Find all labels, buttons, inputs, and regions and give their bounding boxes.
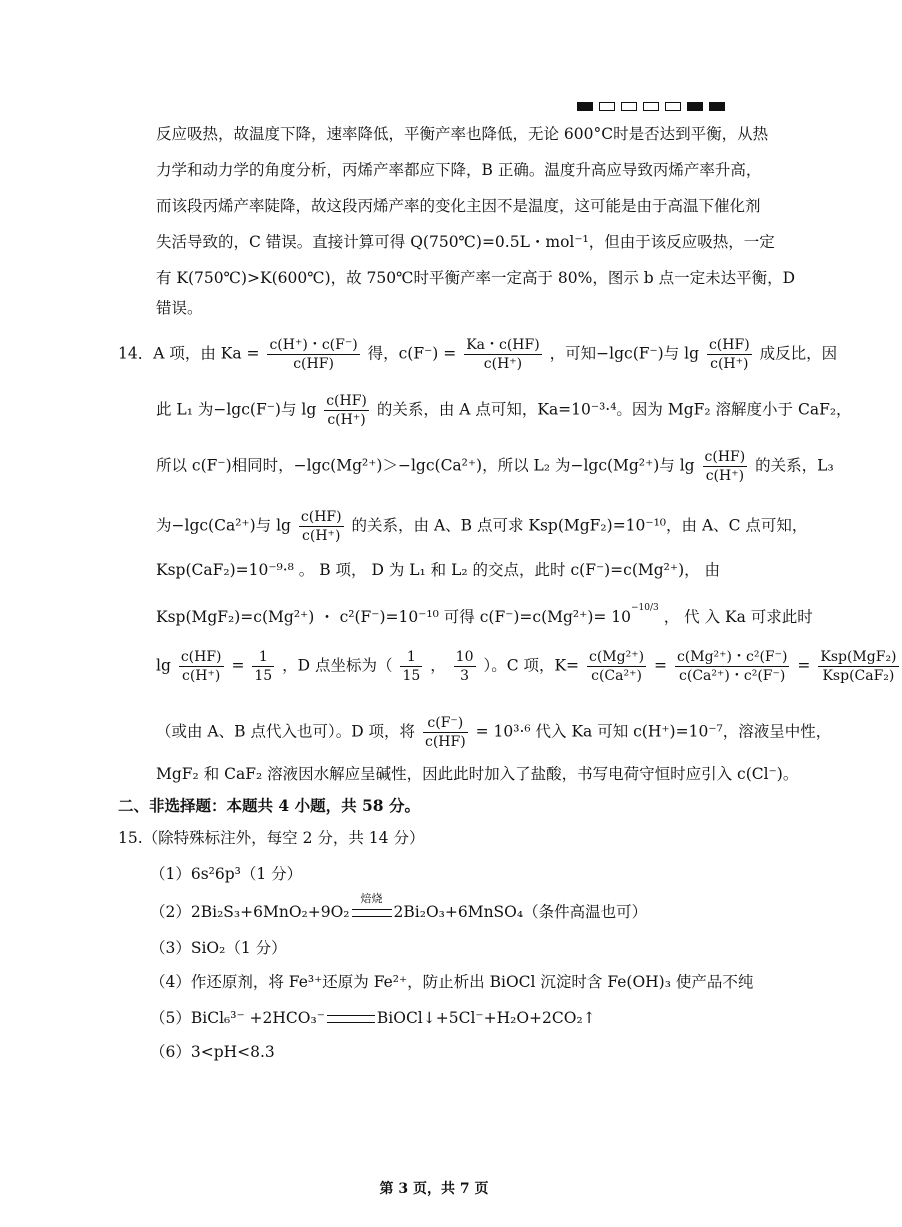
q14-text: 为−lgc(Ca²⁺)与 lg (156, 516, 291, 535)
numerator: c(H⁺)・c(F⁻) (269, 337, 358, 353)
q14-text: Ksp(MgF₂)=c(Mg²⁺) ・ c²(F⁻)=10⁻¹⁰ 可得 c(F⁻)=c(Mg²⁺)= 10 (156, 608, 632, 627)
denominator: 15 (254, 668, 273, 684)
denominator: c(H⁺) (302, 528, 341, 544)
header-mark (621, 102, 637, 111)
q15-answer: （4）作还原剂，将 Fe³⁺还原为 Fe²⁺，防止析出 BiOCl 沉淀时含 Fe(OH)₃ 使产品不纯 (150, 973, 754, 991)
q13-line: 有 K(750℃)>K(600℃)，故 750℃时平衡产率一定高于 80%，图示 b 点一定未达平衡，D (156, 269, 796, 287)
q14-text: 此 L₁ 为−lgc(F⁻)与 lg (156, 400, 317, 419)
equals-arrow (327, 1009, 375, 1023)
reaction-condition: 焙烧 (360, 892, 383, 905)
q14-text: 的关系，由 A 点可知，Ka=10⁻³·⁴。因为 MgF₂ 溶解度小于 CaF₂， (376, 400, 852, 419)
equation-right: BiOCl↓+5Cl⁻+H₂O+2CO₂↑ (376, 1009, 596, 1027)
q15-title: 15.（除特殊标注外，每空 2 分，共 14 分） (118, 829, 425, 847)
denominator: c(HF) (293, 356, 334, 372)
q14-text: ）。C 项，K= (483, 656, 580, 675)
numerator: 1 (252, 648, 274, 667)
q14-line-9: MgF₂ 和 CaF₂ 溶液因水解应呈碱性，因此此时加入了盐酸，书写电荷守恒时应引入 c(Cl⁻)。 (156, 765, 799, 783)
q15-answer: （6）3<pH<8.3 (150, 1043, 275, 1061)
fraction (587, 648, 646, 685)
q14-line-7 (156, 648, 902, 685)
header-marks (577, 102, 725, 111)
q15-answer: （1）6s²6p³（1 分） (150, 865, 303, 883)
denominator: c(H⁺) (705, 468, 745, 484)
fraction (707, 336, 752, 373)
q13-line: 错误。 (156, 299, 203, 317)
section-heading: 二、非选择题：本题共 4 小题，共 58 分。 (118, 796, 420, 815)
q14-text: ， 代 入 Ka 可求此时 (663, 608, 813, 627)
q14-text: 得，c(F⁻) = (367, 344, 457, 363)
q14-line-1 (118, 336, 837, 373)
denominator: c(H⁺) (483, 356, 523, 372)
denominator: c(Ca²⁺) (591, 668, 642, 684)
fraction (675, 648, 790, 685)
numerator: c(HF) (300, 509, 342, 525)
q14-text: 所以 c(F⁻)相同时，−lgc(Mg²⁺)＞−lgc(Ca²⁺)，所以 L₂ 为−lgc(Mg²⁺)与 lg (156, 456, 695, 475)
numerator: 1 (400, 648, 422, 667)
fraction (703, 448, 748, 485)
q14-line-2 (156, 392, 852, 429)
numerator: Ka・c(HF) (466, 337, 540, 353)
q14-text: = (797, 656, 811, 675)
numerator: 10 (455, 649, 474, 665)
q14-text: ， (430, 656, 446, 675)
denominator: Ksp(CaF₂) (822, 668, 895, 684)
equation-left: （2）2Bi₂S₃+6MnO₂+9O₂ (150, 903, 350, 921)
q14-line-4 (156, 508, 807, 545)
q14-text: ，可知−lgc(F⁻)与 lg (549, 344, 700, 363)
header-mark (599, 102, 615, 111)
q14-text: = (654, 656, 667, 675)
q13-line: 而该段丙烯产率陡降，故这段丙烯产率的变化主因不是温度，这可能是由于高温下催化剂 (156, 197, 761, 215)
q14-text: = (231, 656, 245, 675)
fraction (324, 392, 369, 429)
exponent: −10/3 (631, 603, 659, 613)
equation-left: （5）BiCl₆³⁻ +2HCO₃⁻ (150, 1009, 325, 1027)
q14-line-5: Ksp(CaF₂)=10⁻⁹·⁸ 。 B 项， D 为 L₁ 和 L₂ 的交点，此时 c(F⁻)=c(Mg²⁺)， 由 (156, 561, 721, 579)
q13-line: 力学和动力学的角度分析，丙烯产率都应下降，B 正确。温度升高应导致丙烯产率升高， (156, 161, 762, 179)
denominator: c(Ca²⁺)・c²(F⁻) (679, 668, 786, 684)
numerator: c(Mg²⁺)・c²(F⁻) (676, 649, 788, 665)
fraction (400, 648, 422, 685)
header-mark (577, 102, 593, 111)
denominator: c(H⁺) (181, 668, 221, 684)
q13-line: 失活导致的，C 错误。直接计算可得 Q(750℃)=0.5L・mol⁻¹，但由于该反应吸热，一定 (156, 233, 775, 251)
q14-line-6 (156, 604, 813, 627)
numerator: c(HF) (180, 649, 222, 665)
q14-text: 14．A 项，由 Ka = (118, 344, 260, 363)
denominator: c(HF) (424, 734, 466, 750)
q14-line-3 (156, 448, 834, 485)
q13-line: 反应吸热，故温度下降，速率降低，平衡产率也降低，无论 600°C时是否达到平衡，从热 (156, 125, 769, 143)
numerator: Ksp(MgF₂) (820, 649, 897, 665)
numerator: c(F⁻) (423, 714, 468, 733)
header-mark (643, 102, 659, 111)
q14-text: ，D 点坐标为（ (282, 656, 393, 675)
header-mark (687, 102, 703, 111)
q15-answer (150, 1008, 596, 1028)
denominator: c(H⁺) (327, 412, 366, 428)
fraction (423, 714, 468, 751)
fraction (252, 648, 274, 685)
numerator: c(HF) (708, 337, 750, 353)
fraction (454, 648, 476, 685)
fraction (179, 648, 224, 685)
q14-text: = 10³·⁶ 代入 Ka 可知 c(H⁺)=10⁻⁷，溶液呈中性， (475, 722, 832, 741)
denominator: 15 (402, 668, 421, 684)
denominator: 3 (460, 668, 470, 684)
q14-text: （或由 A、B 点代入也可）。D 项，将 (156, 722, 416, 741)
double-line (352, 909, 392, 917)
numerator: c(Mg²⁺) (588, 649, 645, 665)
fraction (818, 648, 898, 685)
fraction (464, 336, 542, 373)
fraction (267, 336, 359, 373)
q14-text: 的关系，由 A、B 点可求 Ksp(MgF₂)=10⁻¹⁰，由 A、C 点可知， (351, 516, 808, 535)
q14-text: 的关系，L₃ (755, 456, 834, 475)
double-line (327, 1015, 375, 1023)
q14-text: 成反比，因 (759, 344, 838, 363)
numerator: c(HF) (326, 393, 367, 409)
q14-line-8 (156, 714, 831, 751)
page-footer: 第 3 页，共 7 页 (379, 1181, 489, 1197)
denominator: c(H⁺) (710, 356, 749, 372)
equals-arrow (352, 892, 392, 917)
header-mark (665, 102, 681, 111)
q14-text: lg (156, 656, 171, 675)
numerator: c(HF) (704, 449, 746, 465)
q15-answer: （3）SiO₂（1 分） (150, 939, 287, 957)
header-mark (709, 102, 725, 111)
q15-answer (150, 892, 648, 922)
equation-right: 2Bi₂O₃+6MnSO₄（条件高温也可） (393, 903, 648, 921)
fraction (299, 508, 344, 545)
